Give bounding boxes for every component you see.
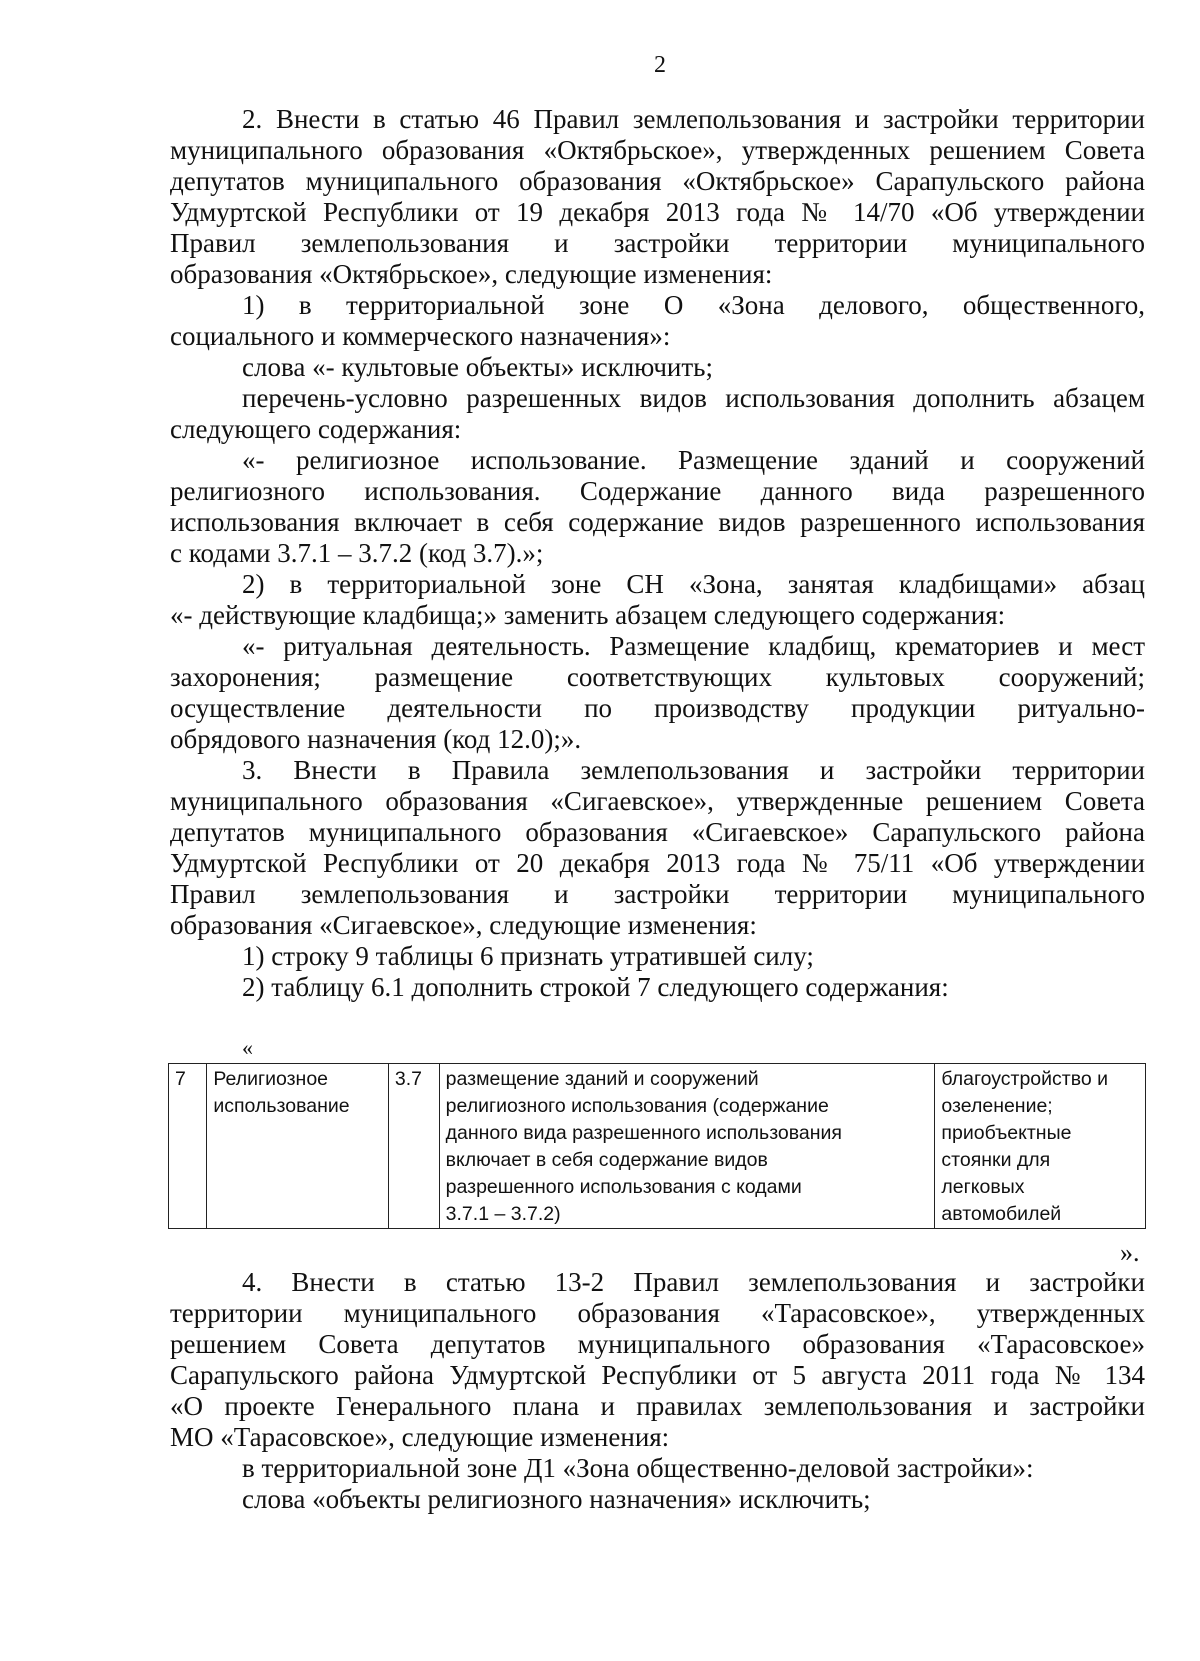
text-line: муниципального образования «Сигаевское», утвержденные решением Совета: [170, 786, 1145, 816]
usage-code-cell: [388, 1064, 439, 1229]
cell-line: озеленение;: [941, 1095, 1053, 1117]
usage-name-cell: [207, 1064, 389, 1229]
text-line: использования включает в себя содержание видов разрешенного использования: [170, 507, 1145, 537]
text-line: Правил землепользования и застройки территории муниципального: [170, 879, 1145, 909]
cell-line: легковых: [941, 1176, 1025, 1198]
text-line: 2) в территориальной зоне СН «Зона, занятая кладбищами» абзац: [242, 569, 1145, 599]
text-line: перечень-условно разрешенных видов использования дополнить абзацем: [242, 383, 1145, 413]
usage-notes-cell: [935, 1064, 1146, 1229]
usage-code: 3.7: [394, 1068, 422, 1090]
text-line: 3. Внести в Правила землепользования и застройки территории: [242, 755, 1145, 785]
text-line: Удмуртской Республики от 20 декабря 2013 года № 75/11 «Об утверждении: [170, 848, 1145, 878]
cell-line: включает в себя содержание видов: [445, 1149, 768, 1171]
table-6-1-row: [168, 1063, 1146, 1229]
text-line: захоронения; размещение соответствующих культовых сооружений;: [170, 662, 1145, 692]
cell-line: Религиозное: [213, 1068, 329, 1090]
text-line: образования «Сигаевское», следующие изменения:: [170, 910, 757, 940]
row-number: 7: [175, 1068, 186, 1090]
cell-line: религиозного использования (содержание: [445, 1095, 829, 1117]
text-line: Удмуртской Республики от 19 декабря 2013 года № 14/70 «Об утверждении: [170, 197, 1145, 227]
text-line: 2) таблицу 6.1 дополнить строкой 7 следующего содержания:: [242, 972, 949, 1002]
text-line: слова «объекты религиозного назначения» исключить;: [242, 1484, 871, 1514]
text-line: МО «Тарасовское», следующие изменения:: [170, 1422, 670, 1452]
text-line: следующего содержания:: [170, 414, 462, 444]
text-line: «- ритуальная деятельность. Размещение кладбищ, крематориев и мест: [242, 631, 1145, 661]
cell-line: приобъектные: [941, 1122, 1072, 1144]
text-line: 2. Внести в статью 46 Правил землепользования и застройки территории: [242, 104, 1145, 134]
text-line: религиозного использования. Содержание данного вида разрешенного: [170, 476, 1145, 506]
cell-line: разрешенного использования с кодами: [445, 1176, 802, 1198]
text-line: с кодами 3.7.1 – 3.7.2 (код 3.7).»;: [170, 538, 544, 568]
text-line: решением Совета депутатов муниципального образования «Тарасовское»: [170, 1329, 1145, 1359]
text-line: депутатов муниципального образования «Сигаевское» Сарапульского района: [170, 817, 1145, 847]
text-line: Сарапульского района Удмуртской Республики от 5 августа 2011 года № 134: [170, 1360, 1145, 1390]
usage-description-cell: [439, 1064, 935, 1229]
row-number-cell: [169, 1064, 207, 1229]
table-open-quote: «: [242, 1035, 253, 1060]
text-line: обрядового назначения (код 12.0);».: [170, 724, 582, 754]
text-line: осуществление деятельности по производству продукции ритуально-: [170, 693, 1145, 723]
cell-line: 3.7.1 – 3.7.2): [445, 1203, 561, 1225]
text-line: 1) в территориальной зоне О «Зона делового, общественного,: [242, 290, 1145, 320]
cell-line: размещение зданий и сооружений: [445, 1068, 759, 1090]
text-line: в территориальной зоне Д1 «Зона общественно-деловой застройки»:: [242, 1453, 1034, 1483]
text-line: слова «- культовые объекты» исключить;: [242, 352, 713, 382]
cell-line: данного вида разрешенного использования: [445, 1122, 842, 1144]
text-line: образования «Октябрьское», следующие изменения:: [170, 259, 773, 289]
text-line: социального и коммерческого назначения»:: [170, 321, 671, 351]
page-number: 2: [654, 52, 666, 78]
text-line: «- религиозное использование. Размещение зданий и сооружений: [242, 445, 1145, 475]
cell-line: использование: [213, 1095, 350, 1117]
text-line: Правил землепользования и застройки территории муниципального: [170, 228, 1145, 258]
table-close-quote: ».: [1120, 1238, 1140, 1267]
text-line: «- действующие кладбища;» заменить абзацем следующего содержания:: [170, 600, 1006, 630]
text-line: 4. Внести в статью 13-2 Правил землепользования и застройки: [242, 1267, 1145, 1297]
cell-line: стоянки для: [941, 1149, 1051, 1171]
text-line: территории муниципального образования «Тарасовское», утвержденных: [170, 1298, 1145, 1328]
text-line: «О проекте Генерального плана и правилах землепользования и застройки: [170, 1391, 1145, 1421]
text-line: депутатов муниципального образования «Октябрьское» Сарапульского района: [170, 166, 1145, 196]
cell-line: автомобилей: [941, 1203, 1062, 1225]
text-line: муниципального образования «Октябрьское», утвержденных решением Совета: [170, 135, 1145, 165]
cell-line: благоустройство и: [941, 1068, 1109, 1090]
table-row: [169, 1064, 1146, 1229]
text-line: 1) строку 9 таблицы 6 признать утратившей силу;: [242, 941, 814, 971]
